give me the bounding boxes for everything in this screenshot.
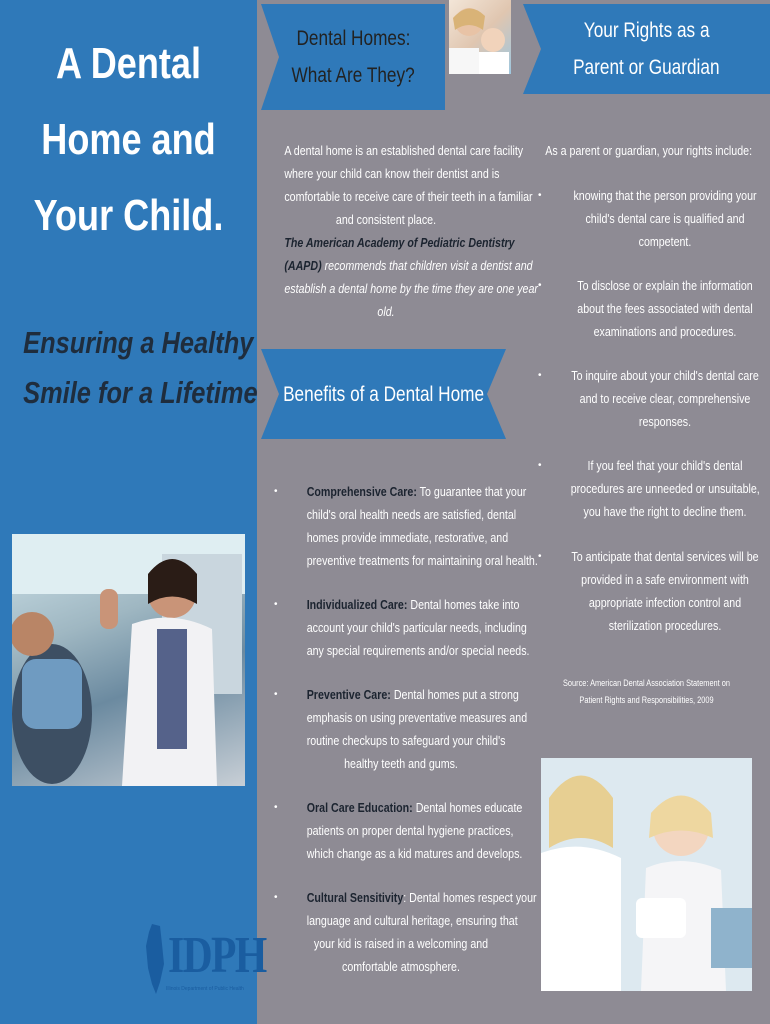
banner-your-rights — [523, 4, 770, 94]
bullet-icon: • — [538, 460, 542, 471]
dental-home-definition: A dental home is an established dental care facility where your child can know their dentist and is comfortable to receive care of their teeth in a familiar and consistent place. The American Academy of Pediatric Dentistry (AAPD) recommends that children visit a dentist and establish a dental home by the time they are one year old. — [284, 143, 538, 319]
dental-homes-heading: Dental Homes: What Are They? — [291, 27, 415, 87]
banner-dental-homes — [261, 4, 445, 110]
dentist-child-photo — [12, 534, 245, 786]
rights-intro: As a parent or guardian, your rights include: — [545, 143, 753, 158]
bullet-icon: • — [274, 892, 278, 903]
cover-panel — [0, 0, 257, 1024]
idph-logo — [140, 920, 266, 1000]
banner-benefits — [261, 349, 506, 439]
illinois-state-icon — [146, 924, 164, 994]
bullet-icon: • — [274, 486, 278, 497]
brochure-title: A Dental Home and Your Child. — [33, 39, 224, 240]
dentist-girl-photo — [541, 758, 752, 991]
brochure-tagline: Ensuring a Healthy Smile for a Lifetime — [23, 325, 258, 410]
bullet-icon: • — [274, 599, 278, 610]
bullet-icon: • — [538, 280, 542, 291]
bullet-icon: • — [538, 190, 542, 201]
benefits-heading: Benefits of a Dental Home — [283, 382, 485, 406]
logo-wordmark: IDPH — [168, 927, 266, 984]
rights-heading: Your Rights as a Parent or Guardian — [573, 19, 720, 79]
bullet-icon: • — [274, 802, 278, 813]
bullet-icon: • — [538, 370, 542, 381]
bullet-icon: • — [274, 689, 278, 700]
mother-baby-photo — [449, 0, 511, 74]
bullet-icon: • — [538, 551, 542, 562]
source-citation: Source: American Dental Association Statement on Patient Rights and Responsibilities, 2009 — [563, 678, 730, 705]
aapd-name: The American Academy of Pediatric Dentistry — [284, 235, 515, 250]
logo-subtitle: Illinois Department of Public Health — [166, 986, 244, 992]
